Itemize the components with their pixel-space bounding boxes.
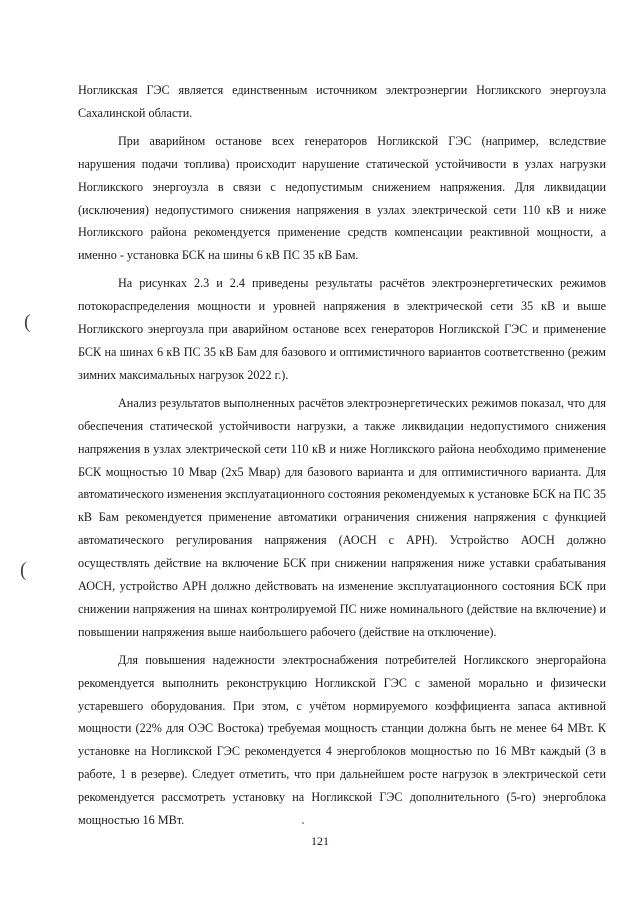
- paragraph-reliability-recommendation: Для повышения надежности электроснабжения потребителей Ногликского энергорайона рекомендуется выполнить реконструкцию Ногликской ГЭС с заменой морально и физически устаревшего оборудования. При этом, с учётом нормируемого коэффициента запаса активной мощности (22% для ОЭС Востока) требуемая мощность станции должна быть не менее 64 МВт. К установке на Ногликской ГЭС рекомендуется 4 энергоблоков мощностью по 16 МВт каждый (3 в работе, 1 в резерве). Следует отметить, что при дальнейшем росте нагрузок в электрической сети рекомендуется рассмотреть установку на Ногликской ГЭС дополнительного (5-го) энергоблока мощностью 16 МВт.: [78, 652, 606, 828]
- paragraph-continuation: Ногликская ГЭС является единственным источником электроэнергии Ногликского энергоузла Сахалинской области.: [78, 83, 606, 120]
- body-text: [78, 79, 606, 832]
- scan-speck: [302, 822, 304, 824]
- binding-hole-mark: (: [24, 311, 31, 333]
- paragraph-analysis-results: Анализ результатов выполненных расчётов электроэнергетических режимов показал, что для обеспечения статической устойчивости нагрузки, а также ликвидации недопустимого снижения напряжения в узлах электрической сети 110 кВ и ниже Ногликского района необходимо применение БСК мощностью 10 Мвар (2х5 Мвар) для базового варианта и для оптимистичного варианта. Для автоматического изменения эксплуатационного состояния рекомендуемых к установке БСК на ПС 35 кВ Бам рекомендуется применение автоматики ограничения снижения напряжения с функцией автоматического регулирования напряжения (АОСН с АРН). Устройство АОСН должно осуществлять действие на включение БСК при снижении напряжения ниже уставки срабатывания АОСН, устройство АРН должно действовать на изменение эксплуатационного состояния БСК при снижении напряжения на шинах контролируемой ПС ниже номинального (действие на включение) и повышении напряжения выше наибольшего рабочего (действие на отключение).: [78, 395, 606, 639]
- binding-hole-mark: (: [20, 559, 27, 581]
- paragraph-figures-reference: На рисунках 2.3 и 2.4 приведены результаты расчётов электроэнергетических режимов потокораспределения мощности и уровней напряжения в электрической сети 35 кВ и выше Ногликского энергоузла при аварийном останове всех генераторов Ногликской ГЭС и применение БСК на шинах 6 кВ ПС 35 кВ Бам для базового и оптимистичного вариантов соответственно (режим зимних максимальных нагрузок 2022 г.).: [78, 276, 606, 382]
- page-number: 121: [311, 834, 329, 848]
- paragraph-emergency-shutdown: При аварийном останове всех генераторов Ногликской ГЭС (например, вследствие нарушения подачи топлива) происходит нарушение статической устойчивости в узлах нагрузки Ногликского энергоузла в связи с недопустимым снижением напряжения. Для ликвидации (исключения) недопустимого снижения напряжения в узлах электрической сети 110 кВ и ниже Ногликского района рекомендуется применение средств компенсации реактивной мощности, а именно - установка БСК на шины 6 кВ ПС 35 кВ Бам.: [78, 133, 606, 263]
